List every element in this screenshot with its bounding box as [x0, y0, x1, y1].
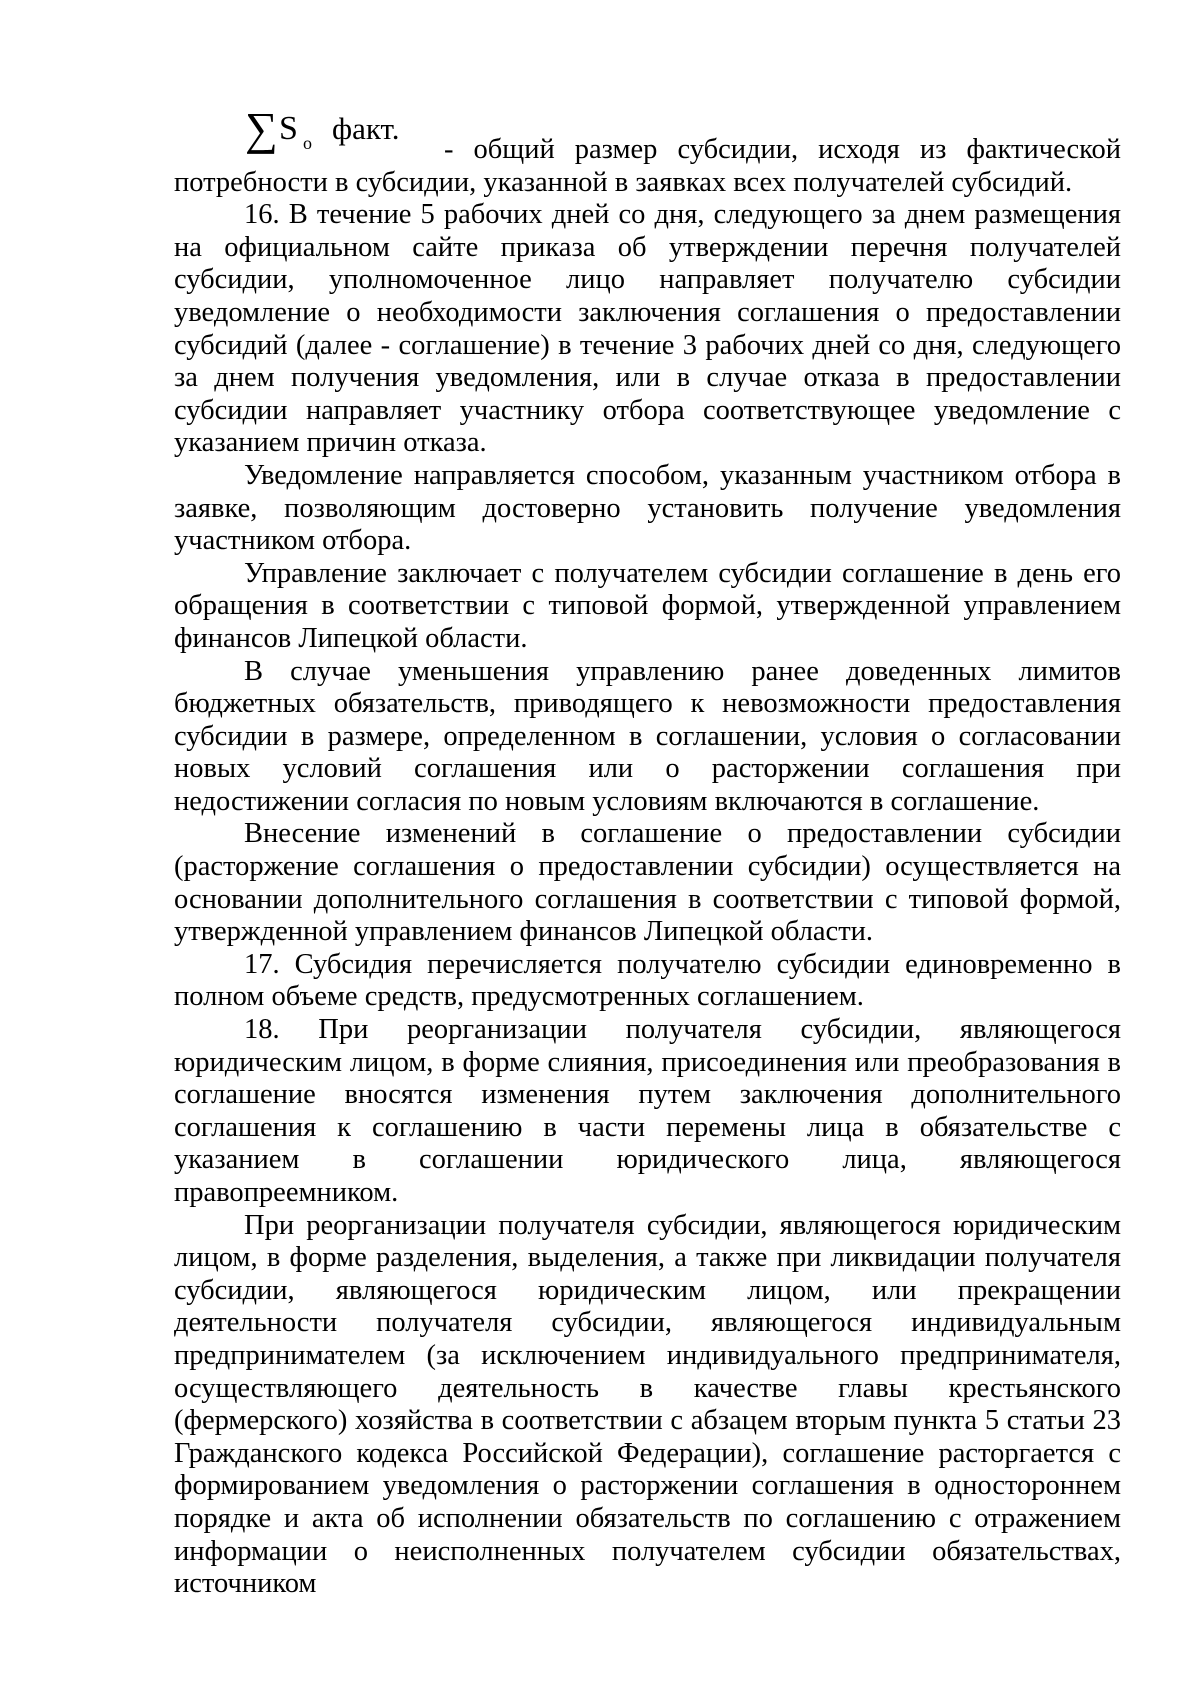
paragraph-formula-definition [174, 134, 1121, 199]
document-body [174, 134, 1121, 1601]
paragraph-agreement-conclusion: Управление заключает с получателем субсидии соглашение в день его обращения в соответствии с типовой формой, утвержденной управлением финансов Липецкой области. [174, 557, 1121, 654]
paragraph-notification-method: Уведомление направляется способом, указанным участником отбора в заявке, позволяющим достоверно установить получение уведомления участником отбора. [174, 459, 1121, 557]
sum-symbol: ∑ [245, 103, 278, 154]
paragraph-item-16: 16. В течение 5 рабочих дней со дня, следующего за днем размещения на официальном сайте приказа об утверждении перечня получателей субсидии, уполномоченное лицо направляет получателю субсидии уведомление о необходимости заключения соглашения о предоставлении субсидий (далее - соглашение) в течение 3 рабочих дней со дня, следующего за днем получения уведомления, или в случае отказа в предоставлении субсидии направляет участнику отбора соответствующее уведомление с указанием причин отказа. [174, 199, 1121, 459]
paragraph-agreement-changes: Внесение изменений в соглашение о предоставлении субсидии (расторжение соглашения о предоставлении субсидии) осуществляется на основании дополнительного соглашения в соответствии с типовой формой, утвержденной управлением финансов Липецкой области. [174, 818, 1121, 948]
paragraph-reorganization: При реорганизации получателя субсидии, являющегося юридическим лицом, в форме разделения, выделения, а также при ликвидации получателя субсидии, являющегося юридическим лицом, или прекращении деятельности получателя субсидии, являющегося индивидуальным предпринимателем (за исключением индивидуального предпринимателя, осуществляющего деятельность в качестве главы крестьянского (фермерского) хозяйства в соответствии с абзацем вторым пункта 5 статьи 23 Гражданского кодекса Российской Федерации), соглашение расторгается с формированием уведомления о расторжении соглашения в одностороннем порядке и акта об исполнении обязательств по соглашению с отражением информации о неисполненных получателем субсидии обязательствах, источником [174, 1209, 1121, 1600]
formula-suffix: факт. [332, 111, 400, 146]
formula-variable: S [279, 110, 298, 147]
paragraph-text: - общий размер субсидии, исходя из фактической потребности в субсидии, указанной в заявках всех получателей субсидий. [174, 134, 1121, 198]
paragraph-item-17: 17. Субсидия перечисляется получателю субсидии единовременно в полном объеме средств, предусмотренных соглашением. [174, 948, 1121, 1013]
formula-subscript: o [303, 133, 312, 153]
paragraph-limits-reduction: В случае уменьшения управлению ранее доведенных лимитов бюджетных обязательств, приводящего к невозможности предоставления субсидии в размере, определенном в соглашении, условия о согласовании новых условий соглашения или о расторжении соглашения при недостижении согласия по новым условиям включаются в соглашение. [174, 655, 1121, 817]
paragraph-item-18: 18. При реорганизации получателя субсидии, являющегося юридическим лицом, в форме слияния, присоединения или преобразования в соглашение вносятся изменения путем заключения дополнительного соглашения к соглашению в части перемены лица в обязательстве с указанием в соглашении юридического лица, являющегося правопреемником. [174, 1014, 1121, 1208]
